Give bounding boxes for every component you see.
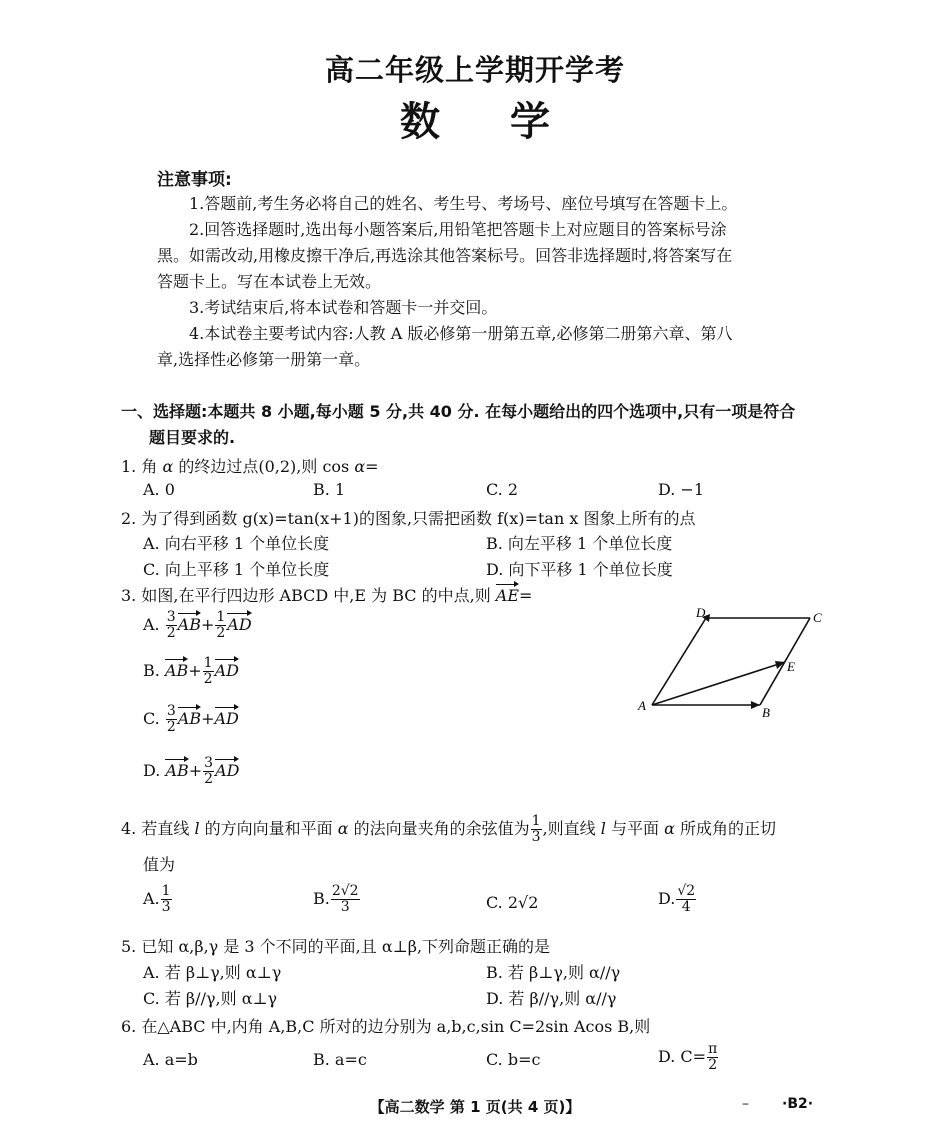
- q3-option-c: C. $\frac{3}{2}$ AB+AD: [143, 703, 239, 735]
- label-e: E: [787, 659, 795, 674]
- section-heading-line2: 题目要求的.: [149, 428, 236, 447]
- exam-title: 高二年级上学期开学考: [324, 53, 625, 87]
- notes-heading: 注意事项:: [157, 170, 232, 190]
- segment-ae: [652, 662, 785, 705]
- q2-option-a: A. 向右平移 1 个单位长度: [143, 534, 330, 553]
- page-footer: 【高二数学 第 1 页(共 4 页)】: [369, 1098, 581, 1116]
- q6-option-b: B. a=c: [313, 1050, 367, 1069]
- q4-option-c: C. 2√2: [486, 893, 539, 912]
- note-line: 黑。如需改动,用橡皮擦干净后,再选涂其他答案标号。回答非选择题时,将答案写在: [157, 246, 733, 265]
- side-ad: [652, 618, 706, 705]
- q1-option-b: B. 1: [313, 480, 346, 499]
- note-line: 3.考试结束后,将本试卷和答题卡一并交回。: [189, 298, 498, 317]
- q6-option-c: C. b=c: [486, 1050, 541, 1069]
- q6-option-a: A. a=b: [143, 1050, 198, 1069]
- q3-option-a: A. $\frac{3}{2}$ AB+ $\frac{1}{2}$ AD: [143, 609, 252, 641]
- vector-ae: AE: [495, 586, 520, 605]
- question-4-line2: 值为: [143, 855, 176, 874]
- q4-option-a: A. $\frac{1}{3}$: [143, 883, 171, 915]
- q2-option-d: D. 向下平移 1 个单位长度: [486, 560, 673, 579]
- question-6: 6. 在△ABC 中,内角 A,B,C 所对的边分别为 a,b,c,sin C=2sin Acos B,则: [121, 1017, 651, 1036]
- note-line: 2.回答选择题时,选出每小题答案后,用铅笔把答题卡上对应题目的答案标号涂: [189, 220, 727, 239]
- paper-code: ·B2·: [782, 1096, 814, 1112]
- label-c: C: [813, 610, 822, 625]
- q2-option-b: B. 向左平移 1 个单位长度: [486, 534, 673, 553]
- question-1: 1. 角 α 的终边过点(0,2),则 cos α=: [121, 457, 379, 476]
- note-line: 章,选择性必修第一册第一章。: [157, 350, 371, 369]
- arrowhead-ab: [751, 701, 760, 709]
- label-b: B: [762, 705, 770, 720]
- q5-option-a: A. 若 β⊥γ,则 α⊥γ: [143, 963, 282, 982]
- q3-option-d: D. AB+ $\frac{3}{2}$ AD: [143, 755, 240, 787]
- q4-option-b: B. $\frac{2√2}{3}$: [313, 883, 359, 915]
- note-line: 答题卡上。写在本试卷上无效。: [157, 272, 382, 291]
- label-a: A: [638, 698, 646, 713]
- parallelogram-figure: [630, 600, 830, 725]
- section-heading-line1: 一、选择题:本题共 8 小题,每小题 5 分,共 40 分. 在每小题给出的四个选项中,只有一项是符合: [121, 402, 796, 421]
- question-5: 5. 已知 α,β,γ 是 3 个不同的平面,且 α⊥β,下列命题正确的是: [121, 937, 551, 956]
- label-d: D: [696, 605, 706, 620]
- q4-option-d: D. $\frac{√2}{4}$: [658, 883, 696, 915]
- question-4: 4. 若直线 l 的方向向量和平面 α 的法向量夹角的余弦值为 $\frac{1}{3}$ ,则直线 l 与平面 α 所成角的正切: [121, 813, 776, 845]
- q5-option-c: C. 若 β//γ,则 α⊥γ: [143, 989, 278, 1008]
- q1-option-a: A. 0: [143, 480, 175, 499]
- q5-option-d: D. 若 β//γ,则 α//γ: [486, 989, 617, 1008]
- q6-option-d: D. C= $\frac{\pi}{2}$: [658, 1041, 718, 1073]
- q1-option-d: D. −1: [658, 480, 705, 499]
- question-2: 2. 为了得到函数 g(x)=tan(x+1)的图象,只需把函数 f(x)=tan x 图象上所有的点: [121, 509, 696, 528]
- note-line: 1.答题前,考生务必将自己的姓名、考生号、考场号、座位号填写在答题卡上。: [189, 194, 738, 213]
- q1-option-c: C. 2: [486, 480, 519, 499]
- subject-title: 数学: [400, 99, 620, 145]
- q2-option-c: C. 向上平移 1 个单位长度: [143, 560, 330, 579]
- footer-dash: –: [742, 1096, 749, 1112]
- side-cb: [760, 618, 810, 705]
- question-3: 3. 如图,在平行四边形 ABCD 中,E 为 BC 的中点,则 AE=: [121, 586, 533, 605]
- q3-option-b: B. AB+ $\frac{1}{2}$ AD: [143, 655, 239, 687]
- note-line: 4.本试卷主要考试内容:人教 A 版必修第一册第五章,必修第二册第六章、第八: [189, 324, 733, 343]
- q5-option-b: B. 若 β⊥γ,则 α//γ: [486, 963, 621, 982]
